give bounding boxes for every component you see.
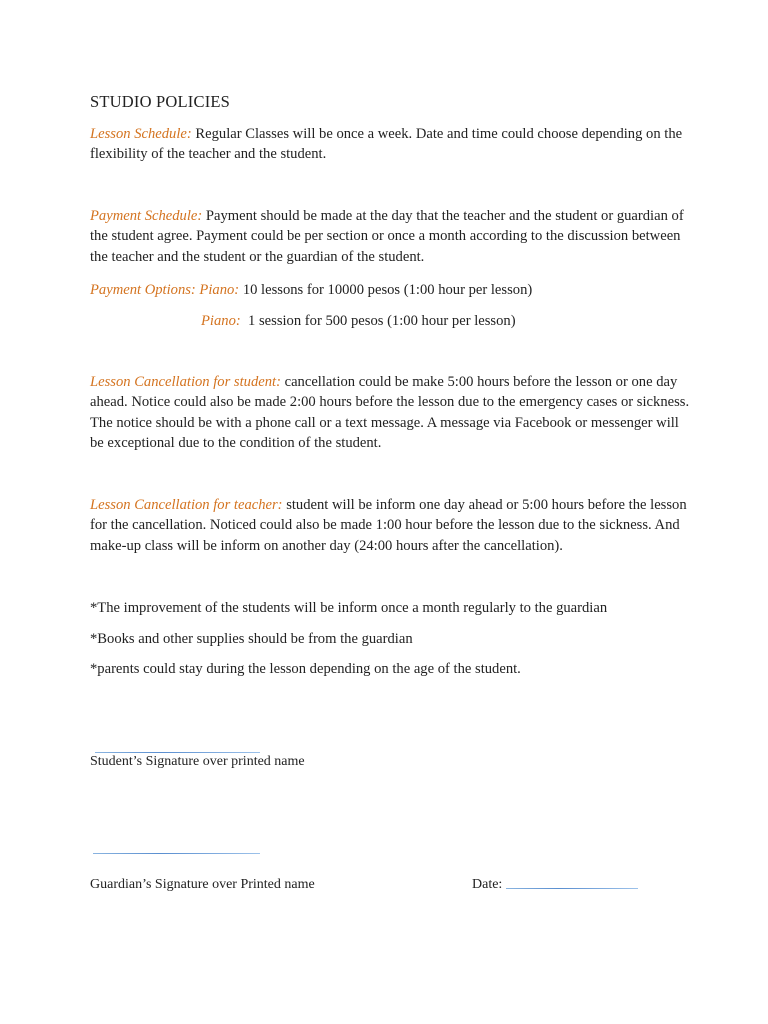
student-signature-label: Student’s Signature over printed name <box>90 754 305 769</box>
payment-schedule-text: Payment should be made at the day that the teacher and the student or guardian of the student agree. Payment could be per section or once a month according to the discussion between the teacher and the student or the guardian of the student. <box>90 208 684 265</box>
lesson-schedule-text: Regular Classes will be once a week. Date and time could choose depending on the flexibility of the teacher and the student. <box>90 126 683 163</box>
payment-schedule-paragraph <box>90 206 690 267</box>
cancellation-teacher-paragraph <box>90 495 690 556</box>
note-item: *parents could stay during the lesson depending on the age of the student. <box>90 661 521 677</box>
payment-option-1-text: 10 lessons for 10000 pesos (1:00 hour per lesson) <box>242 282 533 298</box>
note-item: *The improvement of the students will be inform once a month regularly to the guardian <box>90 600 608 616</box>
page-title: STUDIO POLICIES <box>90 92 231 111</box>
payment-option-2-label: Piano: <box>201 313 241 329</box>
payment-option-1 <box>90 280 532 300</box>
payment-schedule-label: Payment Schedule: <box>90 208 203 224</box>
cancellation-teacher-text: student will be inform one day ahead or 5:00 hours before the lesson for the cancellation. Noticed could also be made 1:00 hour before the lesson due to the sickness. And make-up class will be inform on another day (24:00 hours after the cancellation). <box>90 497 687 554</box>
payment-option-2-text: 1 session for 500 pesos (1:00 hour per lesson) <box>248 313 516 329</box>
date-line[interactable] <box>506 888 638 889</box>
lesson-schedule-paragraph <box>90 124 690 165</box>
guardian-signature-line[interactable] <box>93 853 260 854</box>
guardian-signature-label: Guardian’s Signature over Printed name <box>90 877 315 892</box>
cancellation-student-text: cancellation could be make 5:00 hours before the lesson or one day ahead. Notice could also be made 2:00 hours before the lesson due to the emergency cases or sickness. The notice should be with a phone call or a text message. A message via Facebook or messenger will be exceptional due to the condition of the student. <box>90 374 690 452</box>
cancellation-student-label: Lesson Cancellation for student: <box>90 374 281 390</box>
payment-option-2 <box>201 311 516 331</box>
cancellation-student-paragraph <box>90 372 690 454</box>
cancellation-teacher-label: Lesson Cancellation for teacher: <box>90 497 283 513</box>
payment-options-label: Payment Options: Piano: <box>90 282 240 298</box>
date-label: Date: <box>472 877 503 892</box>
lesson-schedule-label: Lesson Schedule: <box>90 126 192 142</box>
note-item: *Books and other supplies should be from the guardian <box>90 631 413 647</box>
